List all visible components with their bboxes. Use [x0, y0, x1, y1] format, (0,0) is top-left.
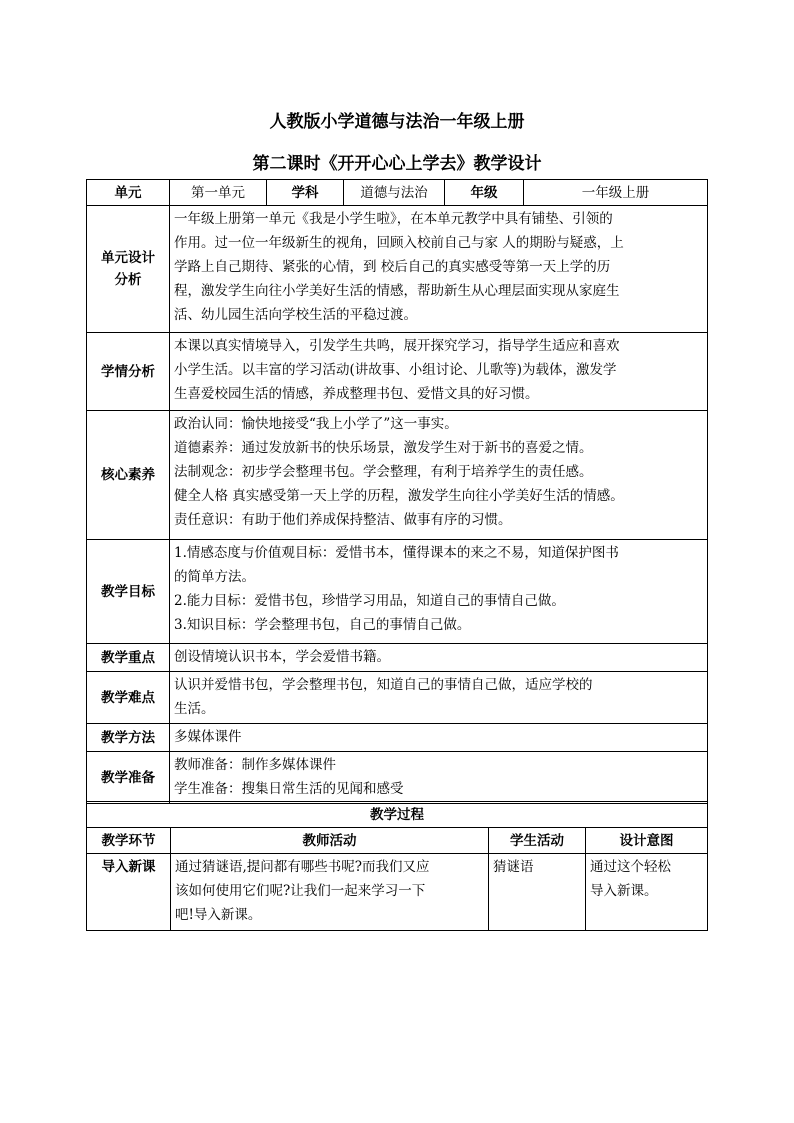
- learner-analysis-label: 学情分析: [87, 333, 170, 411]
- core-literacy-text: 政治认同：愉快地接受“我上小学了”这一事实。 道德素养：通过发放新书的快乐场景，激发学生对于新书的喜爱之情。 法制观念：初步学会整理书包。学会整理，有利于培养学生的责任感。 健全人格 真实感受第一天上学的历程，激发学生向往小学美好生活的情感。 责任意识：有助于他们养成保持整洁、做事有序的习惯。: [170, 411, 708, 540]
- process-stage: 导入新课: [87, 854, 171, 931]
- core-literacy-label: 核心素养: [87, 411, 170, 540]
- table-row: [87, 854, 708, 931]
- difficulties-text: 认识并爱惜书包，学会整理书包，知道自己的事情自己做，适应学校的 生活。: [170, 672, 708, 724]
- unit-analysis-text: 一年级上册第一单元《我是小学生啦》，在本单元教学中具有铺垫、引领的 作用。过一位一年级新生的视角，回顾入校前自己与家 人的期盼与疑惑，上 学路上自己期待、紧张的心情，到 校后自己的真实感受等第一天上学的历 程，激发学生向往小学美好生活的情感，帮助新生从心理层面实现从家庭生 活、幼儿园生活向学校生活的平稳过渡。: [170, 206, 708, 333]
- process-header-stage: 教学环节: [87, 828, 171, 854]
- grade-label: 年级: [445, 180, 524, 206]
- preparation-label: 教学准备: [87, 752, 170, 804]
- key-points-label: 教学重点: [87, 644, 170, 672]
- doc-title: 人教版小学道德与法治一年级上册: [269, 112, 525, 132]
- objectives-text: 1.情感态度与价值观目标：爱惜书本，懂得课本的来之不易，知道保护图书 的简单方法。 2.能力目标：爱惜书包，珍惜学习用品，知道自己的事情自己做。 3.知识目标：学会整理书包，自己的事情自己做。: [170, 540, 708, 644]
- lesson-plan-table: [86, 179, 708, 804]
- process-header-student: 学生活动: [489, 828, 586, 854]
- objectives-label: 教学目标: [87, 540, 170, 644]
- key-points-text: 创设情境认识书本，学会爱惜书籍。: [170, 644, 708, 672]
- process-teacher-activity: 通过猜谜语,提问都有哪些书呢?而我们又应 该如何使用它们呢?让我们一起来学习一下 吧!导入新课。: [171, 854, 489, 931]
- process-title: 教学过程: [87, 802, 708, 828]
- process-table: [86, 801, 708, 931]
- process-student-activity: 猜谜语: [489, 854, 586, 931]
- doc-subtitle: 第二课时《开开心心上学去》教学设计: [252, 154, 542, 174]
- difficulties-label: 教学难点: [87, 672, 170, 724]
- methods-text: 多媒体课件: [170, 724, 708, 752]
- process-header-teacher: 教师活动: [171, 828, 489, 854]
- unit-label: 单元: [87, 180, 170, 206]
- grade-value: 一年级上册: [524, 180, 708, 206]
- learner-analysis-text: 本课以真实情境导入，引发学生共鸣，展开探究学习，指导学生适应和喜欢 小学生活。以丰富的学习活动(讲故事、小组讨论、儿歌等)为载体，激发学 生喜爱校园生活的情感，养成整理书包、爱惜文具的好习惯。: [170, 333, 708, 411]
- unit-analysis-label: 单元设计 分析: [87, 206, 170, 333]
- process-header-intent: 设计意图: [586, 828, 708, 854]
- unit-value: 第一单元: [170, 180, 267, 206]
- methods-label: 教学方法: [87, 724, 170, 752]
- process-design-intent: 通过这个轻松 导入新课。: [586, 854, 708, 931]
- preparation-text: 教师准备：制作多媒体课件 学生准备：搜集日常生活的见闻和感受: [170, 752, 708, 804]
- subject-value: 道德与法治: [344, 180, 445, 206]
- subject-label: 学科: [267, 180, 344, 206]
